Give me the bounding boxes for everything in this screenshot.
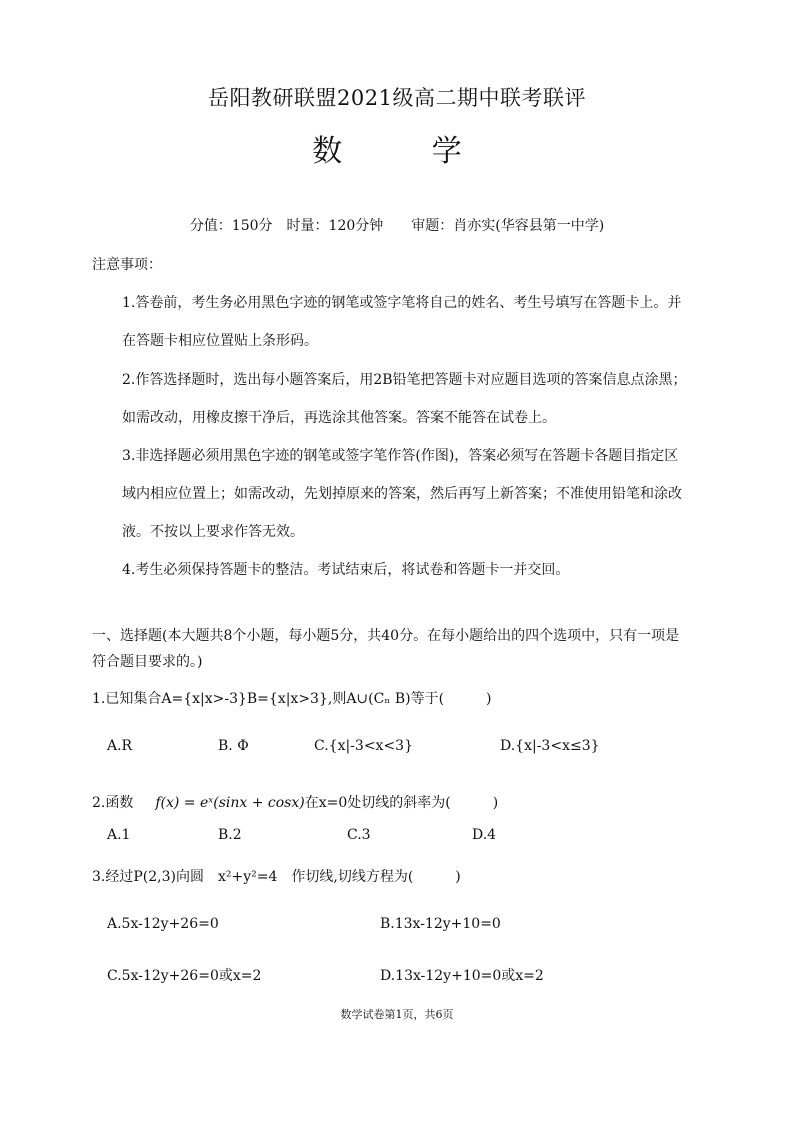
notes-heading: 注意事项：: [92, 257, 162, 273]
note-line: 2.作答选择题时，选出每小题答案后，用2B铅笔把答题卡对应题目选项的答案信息点涂黑；: [122, 372, 687, 388]
section-heading-cont: 符合题目要求的。): [92, 654, 203, 670]
q1-option-a: A.R: [107, 738, 133, 754]
q2-suffix: 在x=0处切线的斜率为( ): [304, 795, 499, 811]
subject-title: 数 学: [312, 134, 502, 169]
q2-option-c: C.3: [347, 827, 371, 843]
q2-formula: f(x) = eˣ(sinx + cosx): [155, 795, 305, 811]
section-heading: 一、选择题(本大题共8个小题，每小题5分，共40分。在每小题给出的四个选项中，只有一项是: [92, 628, 680, 644]
exam-title: 岳阳教研联盟2021级高二期中联考联评: [208, 86, 586, 110]
note-line: 在答题卡相应位置贴上条形码。: [122, 333, 318, 349]
note-line: 1.答卷前，考生务必用黑色字迹的钢笔或签字笔将自己的姓名、考生号填写在答题卡上。并: [122, 295, 682, 311]
exam-info: 分值：150分 时量：120分钟 审题：肖亦实(华容县第一中学): [189, 218, 605, 234]
note-line: 4.考生必须保持答题卡的整洁。考试结束后，将试卷和答题卡一并交回。: [122, 562, 570, 578]
q3-option-c: C.5x-12y+26=0或x=2: [107, 968, 262, 984]
question-1-stem: 1.已知集合A={x|x>-3}B={x|x>3},则A∪(Cₙ B)等于( ): [92, 691, 492, 707]
question-2-stem: [92, 792, 498, 812]
q2-option-d: D.4: [472, 827, 497, 843]
note-line: 3.非选择题必须用黑色字迹的钢笔或签字笔作答(作图)，答案必须写在答题卡各题目指定区: [122, 448, 679, 464]
q3-option-b: B.13x-12y+10=0: [380, 916, 501, 932]
q1-option-c: C.{x|-3<x<3}: [314, 738, 413, 754]
q2-option-b: B.2: [218, 827, 242, 843]
q3-option-a: A.5x-12y+26=0: [107, 916, 219, 932]
q2-option-a: A.1: [107, 827, 131, 843]
q2-prefix: 2.函数: [92, 795, 134, 811]
note-line: 如需改动，用橡皮擦干净后，再选涂其他答案。答案不能答在试卷上。: [122, 410, 556, 426]
question-3-stem: 3.经过P(2,3)向圆 x²+y²=4 作切线,切线方程为( ): [92, 869, 461, 885]
note-line: 域内相应位置上；如需改动，先划掉原来的答案，然后再写上新答案；不准使用铅笔和涂改: [122, 486, 682, 502]
q1-option-d: D.{x|-3<x≤3}: [500, 738, 600, 754]
note-line: 液。不按以上要求作答无效。: [122, 524, 304, 540]
q1-option-b: B. Φ: [218, 738, 249, 754]
page-footer: 数学试卷第1页，共6页: [340, 1008, 454, 1021]
q3-option-d: D.13x-12y+10=0或x=2: [380, 968, 544, 984]
